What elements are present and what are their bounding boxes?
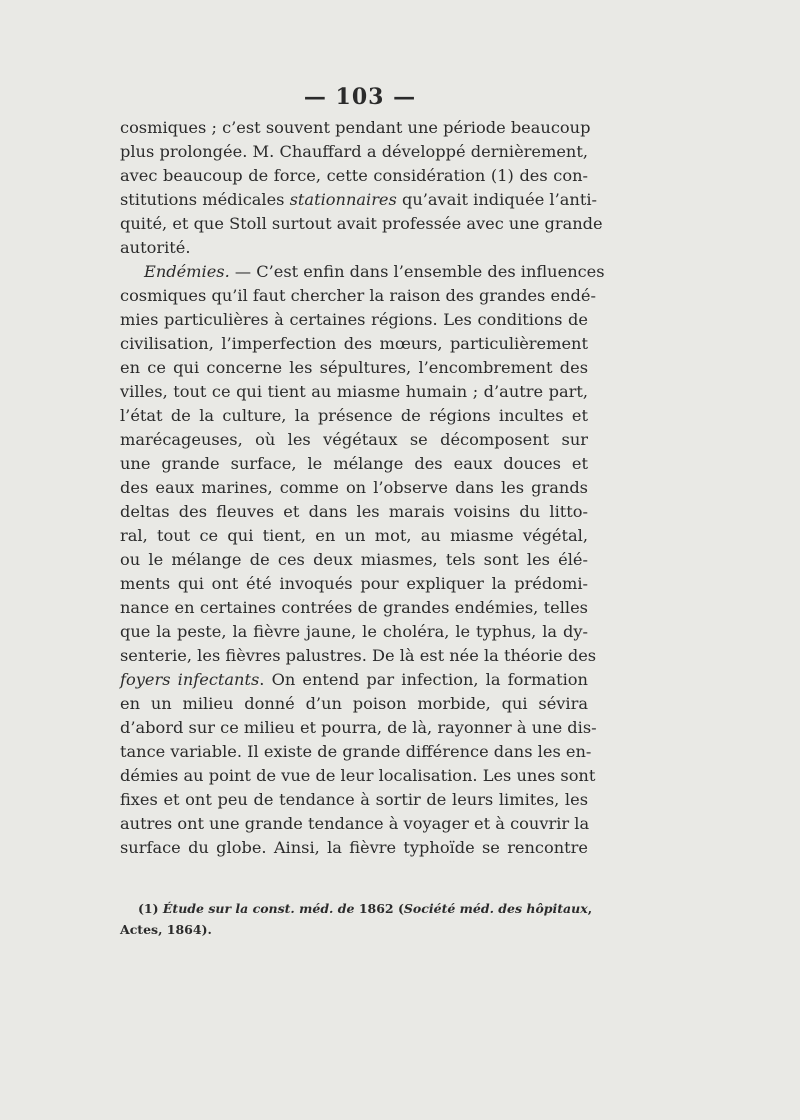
body-text: plus prolongée. M. Chauffard a développé dernièrement, [120, 142, 588, 161]
body-line [120, 404, 588, 428]
body-text: mies particulières à certaines régions. Les conditions de [120, 310, 588, 329]
body-line [120, 836, 588, 860]
body-line [120, 476, 588, 500]
body-line [120, 812, 588, 836]
body-text: autorité. [120, 238, 191, 257]
footnote [120, 898, 593, 940]
body-text: d’abord sur ce milieu et pourra, de là, rayonner à une dis- [120, 718, 597, 737]
body-text: cosmiques qu’il faut chercher la raison des grandes endé- [120, 286, 596, 305]
footnote-text: 1862 ( [354, 901, 404, 916]
body-text: une grande surface, le mélange des eaux douces et [120, 454, 588, 473]
body-text: autres ont une grande tendance à voyager et à couvrir la [120, 814, 590, 833]
body-text: Endémies. [144, 262, 230, 281]
body-text: senterie, les fièvres palustres. De là est née la théorie des [120, 646, 597, 665]
body-text: surface du globe. Ainsi, la fièvre typhoïde se rencontre [120, 838, 588, 857]
body-line [120, 668, 588, 692]
body-line [120, 644, 597, 668]
body-text: avec beaucoup de force, cette considération (1) des con- [120, 166, 588, 185]
body-text: deltas des fleuves et dans les marais voisins du litto- [120, 502, 588, 521]
footnote-text: Étude sur la const. méd. de [162, 901, 355, 916]
footnote-text: Société méd. des hôpitaux [403, 901, 588, 916]
body-text: cosmiques ; c’est souvent pendant une période beaucoup [120, 118, 591, 137]
footnote-text: (1) [138, 901, 163, 916]
body-line [120, 716, 597, 740]
body-line [120, 140, 588, 164]
body-text: qu’avait indiquée l’anti- [396, 190, 597, 209]
footnote-text: Actes, 1864). [120, 922, 212, 937]
body-line [120, 548, 588, 572]
body-line [120, 116, 591, 140]
body-line [120, 236, 588, 260]
body-text: ments qui ont été invoqués pour expliquer la prédomi- [120, 574, 588, 593]
body-line [120, 332, 588, 356]
body-text: villes, tout ce qui tient au miasme humain ; d’autre part, [120, 382, 588, 401]
footnote-line [120, 898, 593, 919]
body-text: marécageuses, où les végétaux se décomposent sur [120, 430, 588, 449]
body-line [120, 596, 588, 620]
body-line [120, 500, 588, 524]
footnote-line [120, 919, 588, 940]
body-text: en ce qui concerne les sépultures, l’encombrement des [120, 358, 588, 377]
body-line [120, 572, 588, 596]
body-text: nance en certaines contrées de grandes endémies, telles [120, 598, 588, 617]
body-line [120, 764, 596, 788]
body-text: stitutions médicales [120, 190, 290, 209]
body-text: que la peste, la fièvre jaune, le choléra, le typhus, la dy- [120, 622, 588, 641]
body-line [120, 428, 588, 452]
body-line [120, 356, 588, 380]
body-text: fixes et ont peu de tendance à sortir de leurs limites, les [120, 790, 588, 809]
body-text: ral, tout ce qui tient, en un mot, au miasme végétal, [120, 526, 588, 545]
body-line [120, 740, 592, 764]
body-line [120, 284, 596, 308]
body-line [120, 692, 588, 716]
body-text: ou le mélange de ces deux miasmes, tels sont les élé- [120, 550, 588, 569]
body-text: quité, et que Stoll surtout avait professée avec une grande [120, 214, 603, 233]
body-line [120, 188, 597, 212]
page-number: — 103 — [303, 84, 417, 110]
body-text: l’état de la culture, la présence de régions incultes et [120, 406, 588, 425]
body-line [120, 260, 605, 284]
body-line [120, 524, 588, 548]
body-line [120, 788, 588, 812]
body-text [120, 116, 605, 860]
body-text: démies au point de vue de leur localisation. Les unes sont [120, 766, 596, 785]
footnote-text: , [587, 901, 593, 916]
body-text: . On entend par infection, la formation [259, 670, 588, 689]
body-text: civilisation, l’imperfection des mœurs, particulièrement [120, 334, 588, 353]
body-text: stationnaires [289, 190, 397, 209]
body-text: en un milieu donné d’un poison morbide, qui sévira [120, 694, 588, 713]
body-line [120, 380, 588, 404]
body-line [120, 452, 588, 476]
body-line [120, 620, 588, 644]
body-line [120, 164, 588, 188]
body-text: — C’est enfin dans l’ensemble des influences [229, 262, 605, 281]
body-line [120, 308, 588, 332]
body-text: tance variable. Il existe de grande différence dans les en- [120, 742, 592, 761]
body-line [120, 212, 603, 236]
body-text: foyers infectants [120, 670, 260, 689]
body-text: des eaux marines, comme on l’observe dans les grands [120, 478, 588, 497]
